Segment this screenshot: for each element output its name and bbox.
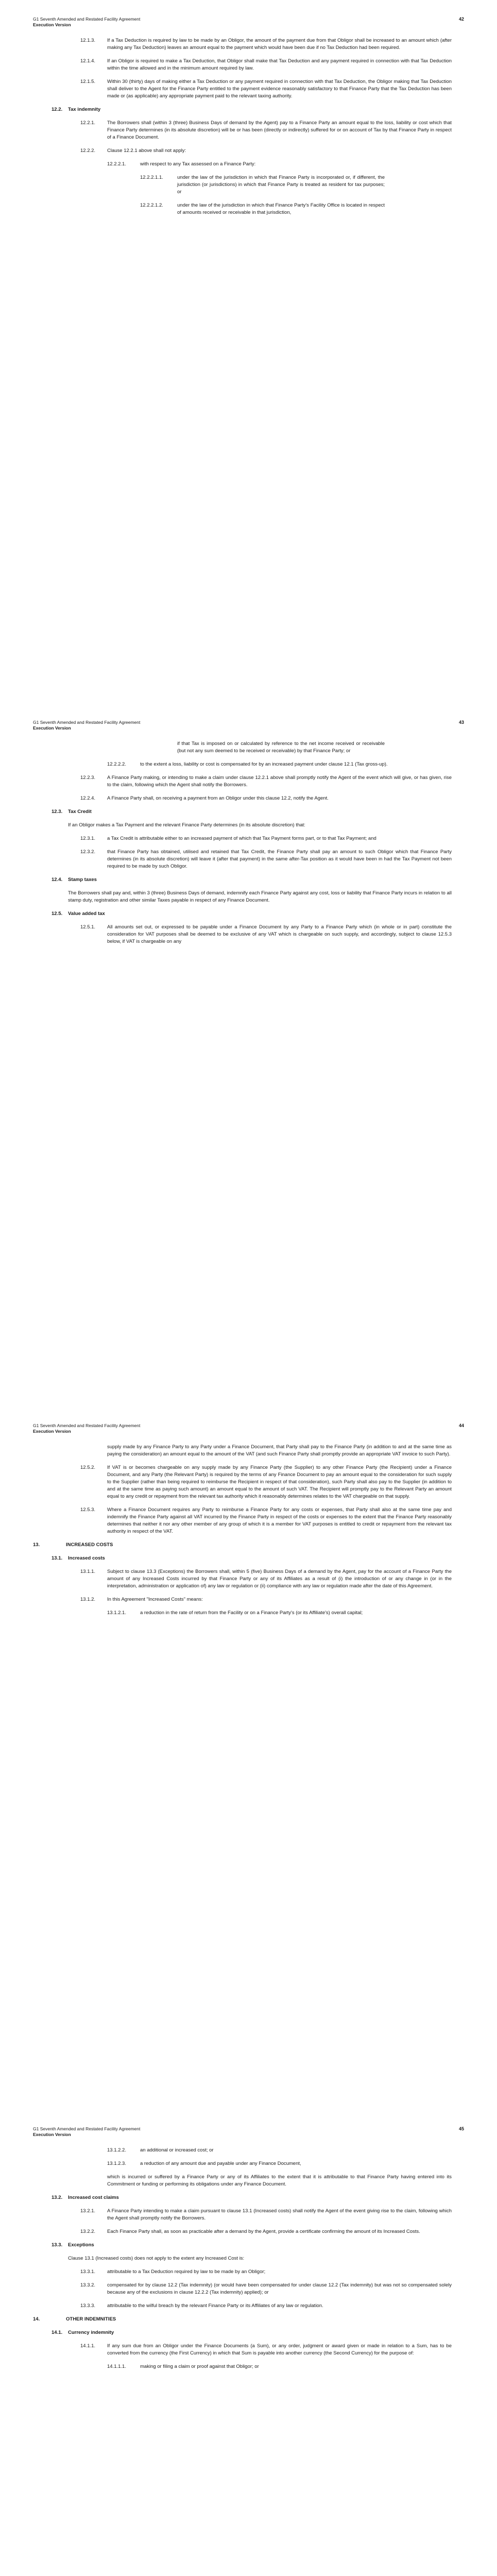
header-version: Execution Version xyxy=(33,725,71,731)
clause-number: 12.1.4. xyxy=(80,58,96,64)
clause-text: Increased costs xyxy=(68,1555,105,1561)
clause-number: 13.2.2. xyxy=(80,2229,96,2234)
clause-text: Clause 13.1 (Increased costs) does not apply to the extent any Increased Cost is: xyxy=(68,2256,245,2261)
clause-text: Tax Credit xyxy=(68,809,92,815)
clause-number: 13.1.2.1. xyxy=(107,1610,126,1616)
clause-number: 14.1. xyxy=(52,2330,63,2335)
clause-text: making or filing a claim or proof against that Obligor; or xyxy=(140,2364,259,2369)
clause-number: 12.5. xyxy=(52,911,63,917)
clause-number: 13. xyxy=(33,1542,40,1548)
clause-number: 12.2. xyxy=(52,107,63,112)
clause-number: 12.2.2.1.1. xyxy=(140,175,163,180)
section-heading xyxy=(0,910,497,918)
clause xyxy=(0,2147,497,2154)
clause xyxy=(0,761,497,768)
section-heading xyxy=(0,876,497,884)
section-heading xyxy=(0,2316,497,2323)
page-number: 44 xyxy=(458,1423,464,1428)
clause-text: Clause 12.2.1 above shall not apply: xyxy=(107,148,186,154)
clause xyxy=(0,2160,497,2167)
clause-text: The Borrowers shall (within 3 (three) Business Days of demand by the Agent) pay to a Finance Party an amount equal to the loss, liability or cost which that Finance Party determines (in its absolute discretion) will be or has been (directly or indirectly) suffered for or on account of Tax by that Finance Party in respect of a Finance Document. xyxy=(107,120,452,140)
clause-text: A Finance Party intending to make a claim pursuant to clause 13.1 (Increased costs) shall notify the Agent of the event giving rise to the claim, following which the Agent shall promptly notify the Borrowers. xyxy=(107,2208,452,2221)
clause xyxy=(0,1444,497,1458)
clause xyxy=(0,890,497,904)
clause-number: 12.1.3. xyxy=(80,38,96,43)
clause xyxy=(0,58,497,72)
clause-number: 12.2.2.2. xyxy=(107,761,126,767)
page-header xyxy=(33,16,464,30)
section-heading xyxy=(0,2242,497,2249)
clause-number: 13.2. xyxy=(52,2195,63,2200)
clause-number: 12.3. xyxy=(52,809,63,815)
clause xyxy=(0,2282,497,2296)
clause xyxy=(0,2363,497,2370)
section-heading xyxy=(0,1541,497,1549)
clause-text: Currency indemnity xyxy=(68,2330,114,2335)
clause-text: Exceptions xyxy=(68,2242,94,2248)
page-header xyxy=(33,2126,464,2140)
page-content xyxy=(0,740,497,952)
clause-text: a reduction in the rate of return from the Facility or on a Finance Party's (or its Affiliate's) overall capital; xyxy=(140,1610,363,1616)
clause-number: 12.2.3. xyxy=(80,775,96,781)
clause-number: 12.2.4. xyxy=(80,795,96,801)
clause-number: 12.4. xyxy=(52,877,63,883)
clause-text: A Finance Party shall, on receiving a payment from an Obligor under this clause 12.2, notify the Agent. xyxy=(107,795,329,801)
clause xyxy=(0,924,497,945)
clause xyxy=(0,1596,497,1603)
clause-number: 13.3.1. xyxy=(80,2269,96,2275)
clause-number: 12.1.5. xyxy=(80,79,96,84)
clause xyxy=(0,120,497,141)
clause-text: If a Tax Deduction is required by law to be made by an Obligor, the amount of the payment due from that Obligor shall be increased to an amount which (after making any Tax Deduction) leaves an amount equal to the payment which would have been due if no Tax Deduction had been required. xyxy=(107,38,452,50)
clause xyxy=(0,849,497,870)
section-heading xyxy=(0,2329,497,2336)
clause-number: 13.1.1. xyxy=(80,1569,96,1574)
clause-text: Value added tax xyxy=(68,911,105,917)
clause-number: 13.3.2. xyxy=(80,2282,96,2288)
section-heading xyxy=(0,808,497,816)
clause-text: compensated for by clause 12.2 (Tax indemnity) (or would have been compensated for under clause 12.2 (Tax indemnity) but was not so compensated solely because any of the exclusions in clause 12.2.2 (Tax indemnity) applied); or xyxy=(107,2282,452,2295)
clause xyxy=(0,1609,497,1617)
clause-number: 12.5.2. xyxy=(80,1465,96,1470)
clause xyxy=(0,835,497,842)
clause-number: 13.1. xyxy=(52,1555,63,1561)
page-number: 43 xyxy=(458,720,464,725)
clause xyxy=(0,37,497,52)
clause-text: under the law of the jurisdiction in which that Finance Party's Facility Office is located in respect of amounts received or receivable in that jurisdiction, xyxy=(177,202,385,215)
clause-text: under the law of the jurisdiction in which that Finance Party is incorporated or, if different, the jurisdiction (or jurisdictions) in which that Finance Party is treated as resident for tax purposes; or xyxy=(177,175,385,195)
clause-text: a reduction of any amount due and payable under any Finance Document, xyxy=(140,2161,301,2166)
header-version: Execution Version xyxy=(33,1429,71,1434)
clause-number: 13.2.1. xyxy=(80,2208,96,2214)
clause-text: Tax indemnity xyxy=(68,107,101,112)
clause-text: a Tax Credit is attributable either to an increased payment of which that Tax Payment forms part, or to that Tax Payment; and xyxy=(107,836,376,841)
clause-text: In this Agreement "Increased Costs" means: xyxy=(107,1597,203,1602)
page-content xyxy=(0,2147,497,2377)
clause xyxy=(0,147,497,155)
clause xyxy=(0,161,497,168)
section-heading xyxy=(0,106,497,113)
clause-text: if that Tax is imposed on or calculated by reference to the net income received or receivable (but not any sum deemed to be received or receivable) by that Finance Party; or xyxy=(177,741,385,754)
clause-number: 12.3.2. xyxy=(80,849,96,855)
clause-text: which is incurred or suffered by a Finance Party or any of its Affiliates to the extent that it is attributable to that Finance Party having entered into its Commitment or funding or performing its obligations under any Finance Document. xyxy=(107,2174,452,2187)
clause-text: supply made by any Finance Party to any Party under a Finance Document, that Party shall pay to the Finance Party (in addition to and at the same time as paying the consideration) an amount equal to the amount of the VAT (and such Finance Party shall promptly provide an appropriate VAT invoice to such Party). xyxy=(107,1444,452,1457)
clause xyxy=(0,774,497,789)
clause-number: 12.2.2.1. xyxy=(107,161,126,167)
clause-text: If an Obligor makes a Tax Payment and the relevant Finance Party determines (in its absolute discretion) that: xyxy=(68,822,305,828)
clause-text: If VAT is or becomes chargeable on any supply made by any Finance Party (the Supplier) to any other Finance Party (the Recipient) under a Finance Document, and any Party (the Relevant Party) is required by the terms of any Finance Document to pay an amount equal to the consideration for such supply to the Supplier (rather than being required to reimburse the Recipient in respect of that consideration), such Party shall also pay to the Supplier (in addition to and at the same time as paying such amount) an amount equal to the amount of such VAT. The Recipient will promptly pay to the Relevant Party an amount equal to any credit or repayment from the relevant tax authority which it reasonably determines relates to the VAT chargeable on that supply. xyxy=(107,1465,452,1499)
clause-number: 12.2.2. xyxy=(80,148,96,154)
clause-text: that Finance Party has obtained, utilised and retained that Tax Credit, the Finance Party shall pay an amount to such Obligor which that Finance Party determines (in its absolute discretion) will leave it (after that payment) in the same after-Tax position as it would have been in had the Tax Payment not been required to be made by such Obligor. xyxy=(107,849,452,869)
clause-number: 13.1.2.2. xyxy=(107,2147,126,2153)
clause xyxy=(0,2343,497,2357)
clause-text: an additional or increased cost; or xyxy=(140,2147,214,2153)
clause xyxy=(0,174,497,196)
page-content xyxy=(0,37,497,223)
clause-number: 13.1.2. xyxy=(80,1597,96,1602)
header-title: G1 Seventh Amended and Restated Facility Agreement xyxy=(33,16,141,22)
clause-number: 12.3.1. xyxy=(80,836,96,841)
header-version: Execution Version xyxy=(33,2132,71,2137)
clause-text: If any sum due from an Obligor under the Finance Documents (a Sum), or any order, judgment or award given or made in relation to a Sum, has to be converted from the currency (the First Currency) in which that Sum is payable into another currency (the Second Currency) for the purpose of: xyxy=(107,2343,452,2356)
clause-text: to the extent a loss, liability or cost is compensated for by an increased payment under clause 12.1 (Tax gross-up). xyxy=(140,761,388,767)
document-page xyxy=(0,703,497,1406)
clause-text: If an Obligor is required to make a Tax Deduction, that Obligor shall make that Tax Deduction and any payment required in connection with that Tax Deduction within the time allowed and in the minimum amount required by law. xyxy=(107,58,452,71)
clause xyxy=(0,202,497,216)
clause xyxy=(0,2302,497,2310)
clause-text: A Finance Party making, or intending to make a claim under clause 12.2.1 above shall promptly notify the Agent of the event which will give, or has given, rise to the claim, following which the Agent shall notify the Borrowers. xyxy=(107,775,452,788)
clause-number: 13.3. xyxy=(52,2242,63,2248)
clause-number: 13.3.3. xyxy=(80,2303,96,2309)
clause-text: OTHER INDEMNITIES xyxy=(66,2316,116,2322)
clause-text: INCREASED COSTS xyxy=(66,1542,113,1548)
header-title: G1 Seventh Amended and Restated Facility Agreement xyxy=(33,720,141,725)
clause xyxy=(0,1506,497,1535)
clause-text: Increased cost claims xyxy=(68,2195,119,2200)
clause xyxy=(0,740,497,755)
clause-number: 13.1.2.3. xyxy=(107,2161,126,2166)
clause-number: 12.5.1. xyxy=(80,924,96,930)
clause-number: 12.5.3. xyxy=(80,1507,96,1513)
clause-text: The Borrowers shall pay and, within 3 (three) Business Days of demand, indemnify each Finance Party against any cost, loss or liability that Finance Party incurs in relation to all stamp duty, registration and other similar Taxes payable in respect of any Finance Document. xyxy=(68,890,452,903)
clause-text: Where a Finance Document requires any Party to reimburse a Finance Party for any costs or expenses, that Party shall also at the same time pay and indemnify the Finance Party against all VAT incurred by the Finance Party in respect of the costs or expenses to the extent that the Finance Party reasonably determines that neither it nor any other member of any group of which it is a member for VAT purposes is entitled to credit or repayment from the relevant tax authority in respect of the VAT. xyxy=(107,1507,452,1534)
clause-text: with respect to any Tax assessed on a Finance Party: xyxy=(140,161,256,167)
page-number: 42 xyxy=(458,16,464,22)
clause xyxy=(0,1568,497,1590)
document-page xyxy=(0,0,497,703)
page-header xyxy=(33,720,464,733)
clause-text: attributable to the wilful breach by the relevant Finance Party or its Affiliates of any law or regulation. xyxy=(107,2303,323,2309)
clause-number: 12.2.2.1.2. xyxy=(140,202,163,208)
document-page xyxy=(0,1406,497,2110)
clause-number: 14. xyxy=(33,2316,40,2322)
clause-number: 14.1.1.1. xyxy=(107,2364,126,2369)
clause-text: Within 30 (thirty) days of making either a Tax Deduction or any payment required in connection with that Tax Deduction, the Obligor making that Tax Deduction shall deliver to the Agent for the Finance Party entitled to the payment evidence reasonably satisfactory to that Finance Party that the Tax Deduction has been made or (as applicable) any appropriate payment paid to the relevant taxing authority. xyxy=(107,79,452,99)
page-content xyxy=(0,1444,497,1623)
clause xyxy=(0,1464,497,1500)
clause-text: Subject to clause 13.3 (Exceptions) the Borrowers shall, within 5 (five) Business Days of a demand by the Agent, pay for the account of a Finance Party the amount of any Increased Costs incurred by that Finance Party or any of its Affiliates as a result of (i) the introduction of or any change in (or in the interpretation, administration or application of) any law or regulation or (ii) compliance with any law or regulation made after the date of this Agreement. xyxy=(107,1569,452,1589)
clause xyxy=(0,2255,497,2262)
clause xyxy=(0,2208,497,2222)
clause xyxy=(0,795,497,802)
document-page xyxy=(0,2110,497,2576)
section-heading xyxy=(0,1555,497,1562)
section-heading xyxy=(0,2194,497,2201)
clause xyxy=(0,2268,497,2276)
header-version: Execution Version xyxy=(33,22,71,27)
clause-number: 12.2.1. xyxy=(80,120,96,126)
clause-text: All amounts set out, or expressed to be payable under a Finance Document by any Party to a Finance Party which (in whole or in part) constitute the consideration for VAT purposes shall be deemed to be exclusive of any VAT which is chargeable on such supply, and accordingly, subject to clause 12.5.3 below, if VAT is chargeable on any xyxy=(107,924,452,944)
clause-text: Stamp taxes xyxy=(68,877,97,883)
page-header xyxy=(33,1423,464,1436)
clause xyxy=(0,822,497,829)
clause-text: Each Finance Party shall, as soon as practicable after a demand by the Agent, provide a certificate confirming the amount of its Increased Costs. xyxy=(107,2229,420,2234)
clause-number: 14.1.1. xyxy=(80,2343,96,2349)
clause-text: attributable to a Tax Deduction required by law to be made by an Obligor; xyxy=(107,2269,266,2275)
header-title: G1 Seventh Amended and Restated Facility Agreement xyxy=(33,1423,141,1428)
page-number: 45 xyxy=(458,2126,464,2131)
clause xyxy=(0,78,497,100)
header-title: G1 Seventh Amended and Restated Facility Agreement xyxy=(33,2126,141,2131)
clause xyxy=(0,2174,497,2188)
clause xyxy=(0,2228,497,2235)
